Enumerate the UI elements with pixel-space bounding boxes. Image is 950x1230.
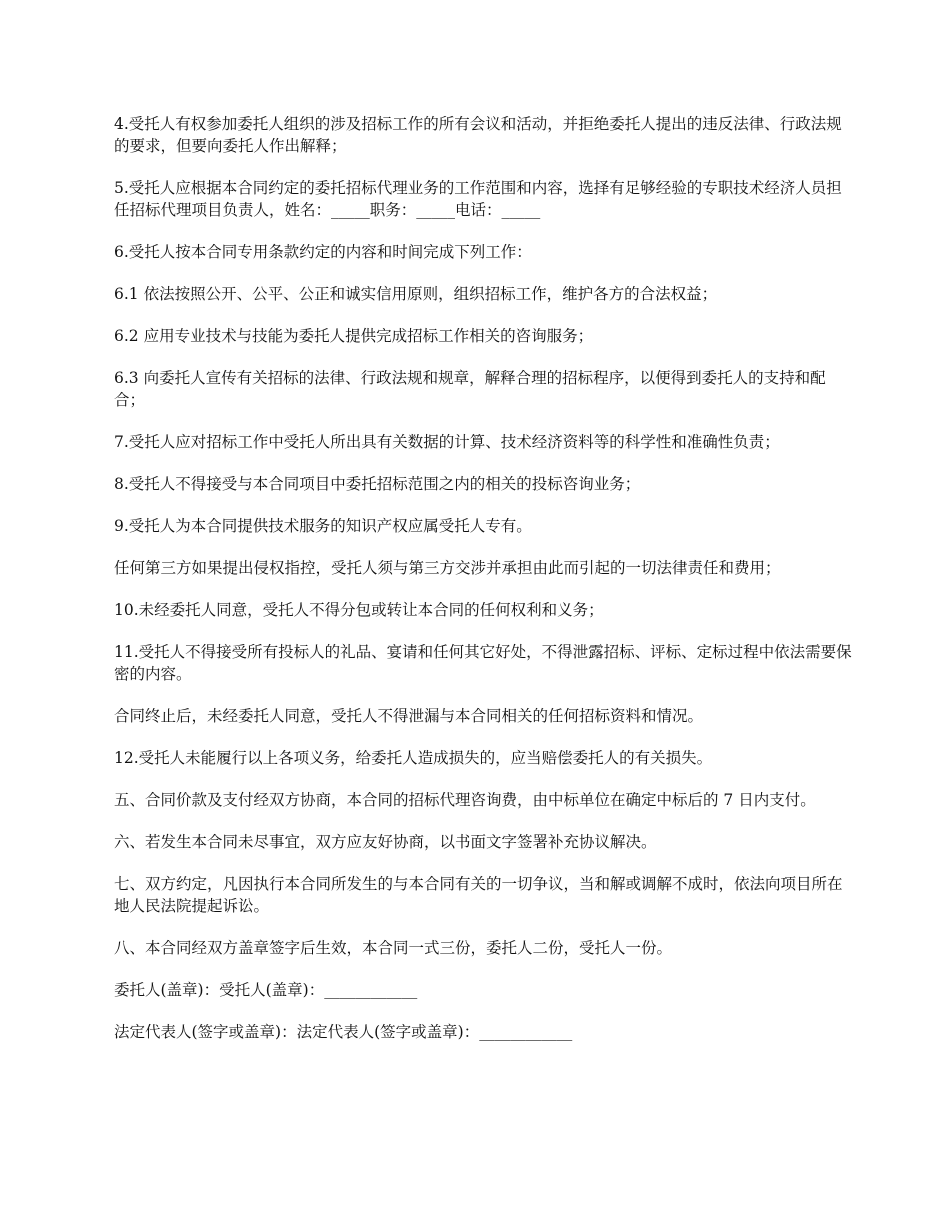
paragraph-10: 10.未经委托人同意，受托人不得分包或转让本合同的任何权利和义务； xyxy=(114,601,604,619)
signature-representative-line: 法定代表人(签字或盖章)：法定代表人(签字或盖章)：____________ xyxy=(114,1023,573,1041)
paragraph-4: 4.受托人有权参加委托人组织的涉及招标工作的所有会议和活动，并拒绝委托人提出的违反法律、行政法规的要求，但要向委托人作出解释； xyxy=(114,115,842,155)
paragraph-5: 5.受托人应根据本合同约定的委托招标代理业务的工作范围和内容，选择有足够经验的专职技术经济人员担任招标代理项目负责人，姓名：_____职务：_____电话：_____ xyxy=(114,179,842,219)
section-6-supplement: 六、若发生本合同未尽事宜，双方应友好协商，以书面文字签署补充协议解决。 xyxy=(114,833,657,851)
section-8-effect: 八、本合同经双方盖章签字后生效，本合同一式三份，委托人二份，受托人一份。 xyxy=(114,939,673,957)
signature-seal-line: 委托人(盖章)：受托人(盖章)：____________ xyxy=(114,981,418,999)
paragraph-6: 6.受托人按本合同专用条款约定的内容和时间完成下列工作： xyxy=(114,243,532,261)
paragraph-6-3: 6.3 向委托人宣传有关招标的法律、行政法规和规章，解释合理的招标程序，以便得到委托人的支持和配合； xyxy=(114,369,826,409)
paragraph-12: 12.受托人未能履行以上各项义务，给委托人造成损失的，应当赔偿委托人的有关损失。 xyxy=(114,749,713,767)
paragraph-11: 11.受托人不得接受所有投标人的礼品、宴请和任何其它好处，不得泄露招标、评标、定标过程中依法需要保密的内容。 xyxy=(114,643,852,683)
paragraph-9: 9.受托人为本合同提供技术服务的知识产权应属受托人专有。 xyxy=(114,517,532,535)
document-body xyxy=(114,113,854,1063)
paragraph-6-2: 6.2 应用专业技术与技能为委托人提供完成招标工作相关的咨询服务； xyxy=(114,327,594,345)
paragraph-9-liability: 任何第三方如果提出侵权指控，受托人须与第三方交涉并承担由此而引起的一切法律责任和费用； xyxy=(114,559,781,577)
paragraph-8: 8.受托人不得接受与本合同项目中委托招标范围之内的相关的投标咨询业务； xyxy=(114,475,641,493)
section-7-disputes: 七、双方约定，凡因执行本合同所发生的与本合同有关的一切争议，当和解或调解不成时，依法向项目所在地人民法院提起诉讼。 xyxy=(114,875,843,915)
paragraph-11-termination: 合同终止后，未经委托人同意，受托人不得泄漏与本合同相关的任何招标资料和情况。 xyxy=(114,707,704,725)
paragraph-6-1: 6.1 依法按照公开、公平、公正和诚实信用原则，组织招标工作，维护各方的合法权益； xyxy=(114,285,718,303)
section-5-payment: 五、合同价款及支付经双方协商，本合同的招标代理咨询费，由中标单位在确定中标后的 7 日内支付。 xyxy=(114,791,816,809)
paragraph-7: 7.受托人应对招标工作中受托人所出具有关数据的计算、技术经济资料等的科学性和准确性负责； xyxy=(114,433,780,451)
